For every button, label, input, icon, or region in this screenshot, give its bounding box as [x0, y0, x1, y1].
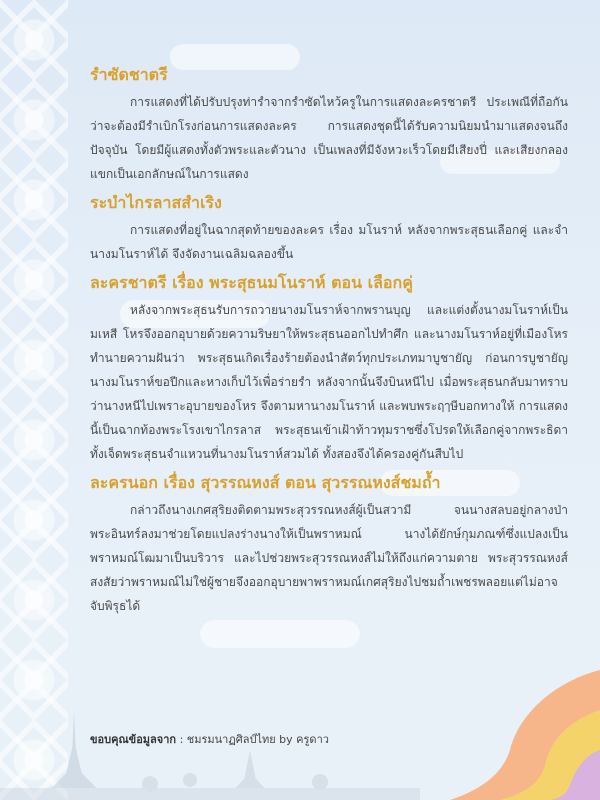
- section-heading: ละครชาตรี เรื่อง พระสุธนมโนราห์ ตอน เลือกคู่: [90, 273, 413, 292]
- corner-wave-decoration: [450, 670, 600, 800]
- section-body: หลังจากพระสุธนรับการถวายนางมโนราห์จากพรานบุญ และแต่งตั้งนางมโนราห์เป็นมเหสี โหรจึงออกอุบายด้วยความริษยาให้พระสุธนออกไปทำศึก และนางมโนราห์อยู่ที่เมืองโหรทำนายความฝันว่า พระสุธนเกิดเรื่องร้ายต้องนำสัตว์ทุกประเภทมาบูชายัญ ก่อนการบูชายัญนางมโนราห์ขอปีกและหางเก็บไว้เพื่อร่ายรำ หลังจากนั้นจึงบินหนีไป เมื่อพระสุธนกลับมาทราบว่านางหนีไปเพราะอุบายของโหร จึงตามหานางมโนราห์ และพบพระฤๅษีบอกทางให้ การแสดงนี้เป็นฉากท้องพระโรงเขาไกรลาส พระสุธนเข้าเฝ้าท้าวทุมราชซึ่งโปรดให้เลือกคู่จากพระธิดาทั้งเจ็ดพระสุธนจำแหวนที่นางมโนราห์สวมได้ ทั้งสองจึงได้ครองคู่กันสืบไป: [90, 303, 568, 461]
- decorative-cloud: [200, 620, 360, 648]
- section-body: กล่าวถึงนางเกศสุริยงติดตามพระสุวรรณหงส์ผู้เป็นสวามี จนนางสลบอยู่กลางป่าพระอินทร์ลงมาช่วยโดยแปลงร่างนางให้เป็นพราหมณ์ นางได้ยักษ์กุมภณฑ์ซึ่งแปลงเป็นพราหมณ์โฒมาเป็นบริวาร และไปช่วยพระสุวรรณหงส์ไม่ให้ถึงแก่ความตาย พระสุวรรณหงส์สงสัยว่าพราหมณ์ไม่ใช่ผู้ชายจึงออกอุบายพาพราหมณ์เกศสุริยงไปชมถ้ำเพชรพลอยแต่ไม่อาจจับพิรุธได้: [90, 503, 568, 613]
- section-heading: ระบำไกรลาสสำเริง: [90, 193, 222, 212]
- section-body: การแสดงที่อยู่ในฉากสุดท้ายของละคร เรื่อง มโนราห์ หลังจากพระสุธนเลือกคู่ และจำนางมโนราห์ได้ จึงจัดงานเฉลิมฉลองขึ้น: [90, 223, 568, 261]
- credit-line: [90, 730, 329, 748]
- section-heading: รำซัดชาตรี: [90, 65, 168, 84]
- credit-label: ขอบคุณข้อมูลจาก: [90, 733, 177, 746]
- section-body: การแสดงที่ได้ปรับปรุงท่ารำจากรำซัดไหว้ครูในการแสดงละครชาตรี ประเพณีที่ถือกันว่าจะต้องมีรำเบิกโรงก่อนการแสดงละคร การแสดงชุดนี้ได้รับความนิยมนำมาแสดงจนถึงปัจจุบัน โดยมีผู้แสดงทั้งตัวพระและตัวนาง เป็นเพลงที่มีจังหวะเร็วโดยมีเสียงปี่ และเสียงกลองแขกเป็นเอกลักษณ์ในการแสดง: [90, 95, 568, 181]
- credit-source: : ชมรมนาฏศิลป์ไทย by ครูดาว: [176, 733, 329, 746]
- article-content: [90, 64, 568, 624]
- section-heading: ละครนอก เรื่อง สุวรรณหงส์ ตอน สุวรรณหงส์ชมถ้ำ: [90, 473, 441, 492]
